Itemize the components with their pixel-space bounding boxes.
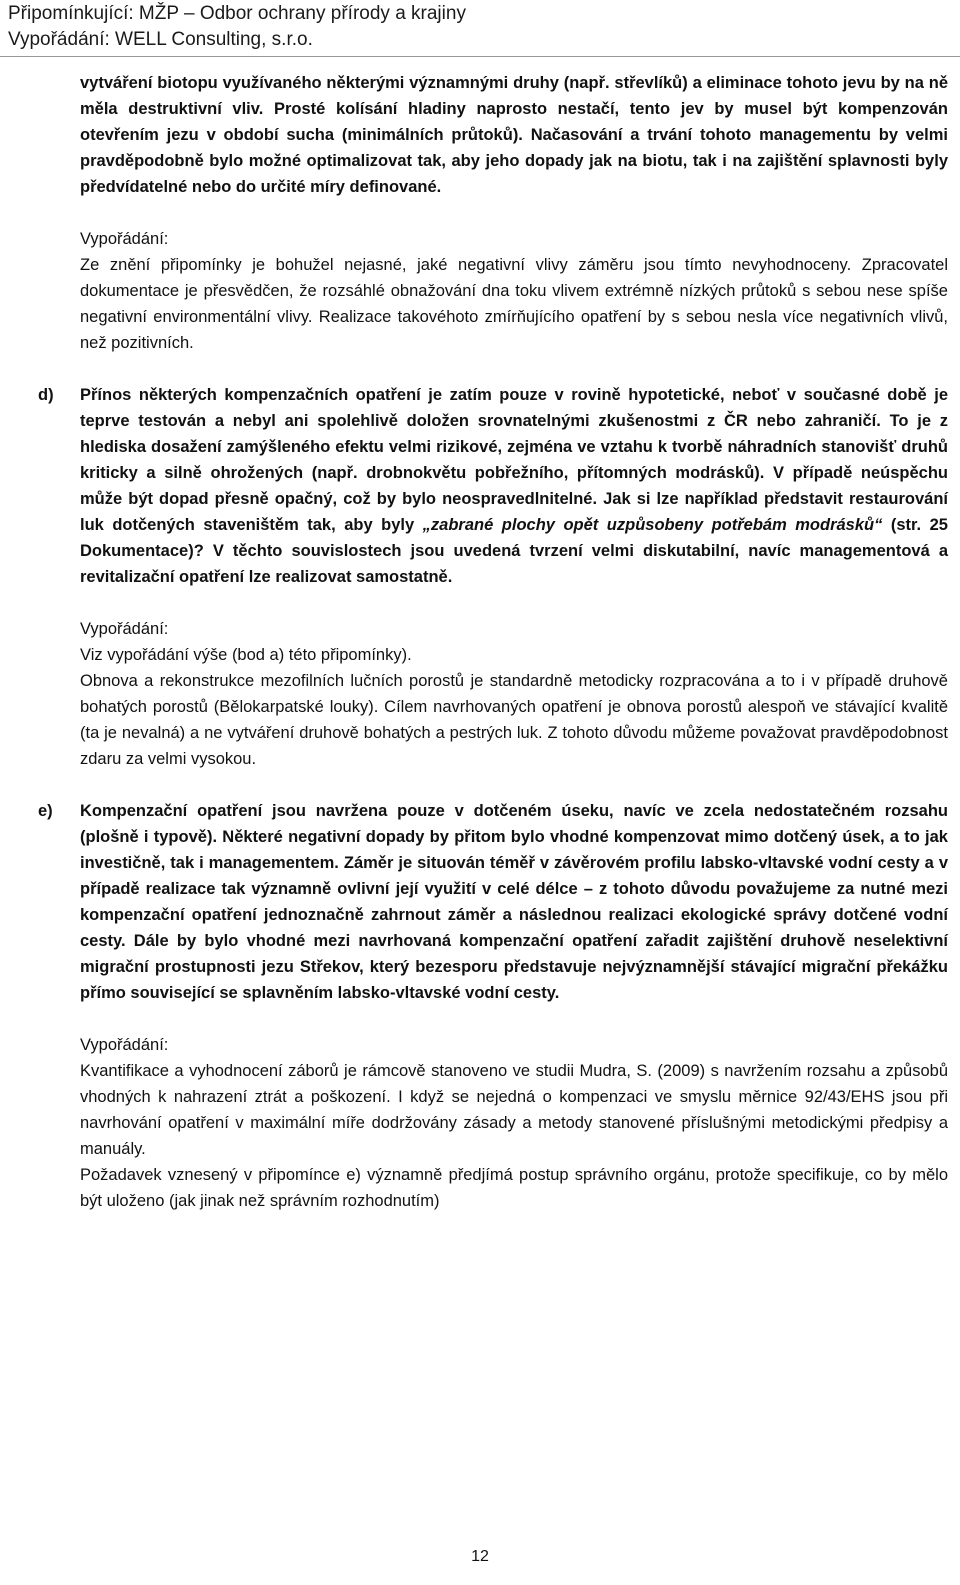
page-number: 12 xyxy=(471,1548,489,1565)
reply-e-text2: Požadavek vznesený v připomínce e) významně předjímá postup správního orgánu, protože specifikuje, co by mělo být uloženo (jak jinak než správním rozhodnutím) xyxy=(80,1166,948,1210)
reply-c-text: Ze znění připomínky je bohužel nejasné, jaké negativní vlivy záměru jsou tímto nevyhodnoceny. Zpracovatel dokumentace je přesvědčen, že rozsáhlé obnažování dna toku vlivem extrémně nízkých průtoků s sebou nese spíše negativní environmentální vlivy. Realizace takovéhoto zmírňujícího opatření by s sebou nesla více negativních vlivů, než pozitivních. xyxy=(80,256,948,352)
comment-d-marker: d) xyxy=(38,386,54,404)
comment-c-continuation: vytváření biotopu využívaného některými významnými druhy (např. střevlíků) a eliminace tohoto jevu by na ně měla destruktivní vliv. Prosté kolísání hladiny naprosto nestačí, tento jev by musel být kompenzován otevřením jezu v období sucha (minimálních průtoků). Načasování a trvání tohoto managementu by velmi pravděpodobně bylo možné optimalizovat tak, aby jeho dopady jak na biotu, tak i na zajištění splavnosti byly předvídatelné nebo do určité míry definované. xyxy=(80,74,948,196)
comment-d-quote: „zabrané plochy opět uzpůsobeny potřebám modrásků“ xyxy=(422,516,883,534)
document-body xyxy=(38,70,948,1214)
page-header xyxy=(0,0,960,57)
comment-e-marker: e) xyxy=(38,802,53,820)
comment-e-text: Kompenzační opatření jsou navržena pouze v dotčeném úseku, navíc ve zcela nedostatečném rozsahu (plošně i typově). Některé negativní dopady by přitom bylo vhodné kompenzovat mimo dotčený úsek, a to jak investičně, tak i managementem. Záměr je situován téměř v závěrovém profilu labsko-vltavské vodní cesty a v případě realizace tak významně ovlivní její využití v celé délce – z tohoto důvodu považujeme za nutné mezi kompenzační opatření jednoznačně zahrnout záměr a následnou realizaci ekologické správy dotčené vodní cesty. Dále by bylo vhodné mezi navrhovaná kompenzační opatření zařadit zajištění druhově neselektivní migrační prostupnosti jezu Střekov, který bezesporu představuje nejvýznamnější stávající migrační překážku přímo související se splavněním labsko-vltavské vodní cesty. xyxy=(80,802,948,1002)
comment-e xyxy=(38,798,948,1006)
vyporadani-label-d: Vypořádání: xyxy=(80,620,169,638)
header-settlement: Vypořádání: WELL Consulting, s.r.o. xyxy=(8,29,313,50)
reply-e-text1: Kvantifikace a vyhodnocení záborů je rámcově stanoveno ve studii Mudra, S. (2009) s navržením rozsahu a způsobů vhodných k nahrazení ztrát a poškození. I když se nejedná o kompenzaci ve smyslu měrnice 92/43/EHS jsou při navrhování opatření v maximální míře dodržovány zásady a metody stanovené příslušnými metodickými předpisy a manuály. xyxy=(80,1062,948,1158)
vyporadani-label-e: Vypořádání: xyxy=(80,1036,169,1054)
comment-d xyxy=(38,382,948,590)
reply-d-line1: Viz vypořádání výše (bod a) této připomínky). xyxy=(80,646,412,664)
comment-d-text: Přínos některých kompenzačních opatření je zatím pouze v rovině hypotetické, neboť v současné době je teprve testován a nebyl ani spolehlivě doložen srovnatelnými zkušenostmi z ČR nebo zahraničí. To je z hlediska dosažení zamýšleného efektu velmi rizikové, zejména ve vztahu k tvorbě náhradních stanovišť druhů kriticky a silně ohrožených (např. drobnokvětu pobřežního, přítomných modrásků). V případě neúspěchu může být dopad přesně opačný, což by bylo neospravedlnitelné. Jak si lze například představit restaurování luk dotčených staveništěm tak, aby byly xyxy=(80,386,948,534)
vyporadani-label-c: Vypořádání: xyxy=(80,230,169,248)
comment-d-text-end: (str. 25 Dokumentace)? V těchto souvislostech jsou uvedená tvrzení velmi diskutabilní, navíc managementová a revitalizační opatření lze realizovat samostatně. xyxy=(80,516,948,586)
reply-d-text: Obnova a rekonstrukce mezofilních lučních porostů je standardně metodicky rozpracována a to i v případě druhově bohatých porostů (Bělokarpatské louky). Cílem navrhovaných opatření je obnova porostů alespoň ve stávající kvalitě (ta je nevalná) a ne vytváření druhově bohatých a pestrých luk. Z tohoto důvodu můžeme považovat pravděpodobnost zdaru za velmi vysokou. xyxy=(80,672,948,768)
header-commenter: Připomínkující: MŽP – Odbor ochrany přírody a krajiny xyxy=(8,3,466,24)
